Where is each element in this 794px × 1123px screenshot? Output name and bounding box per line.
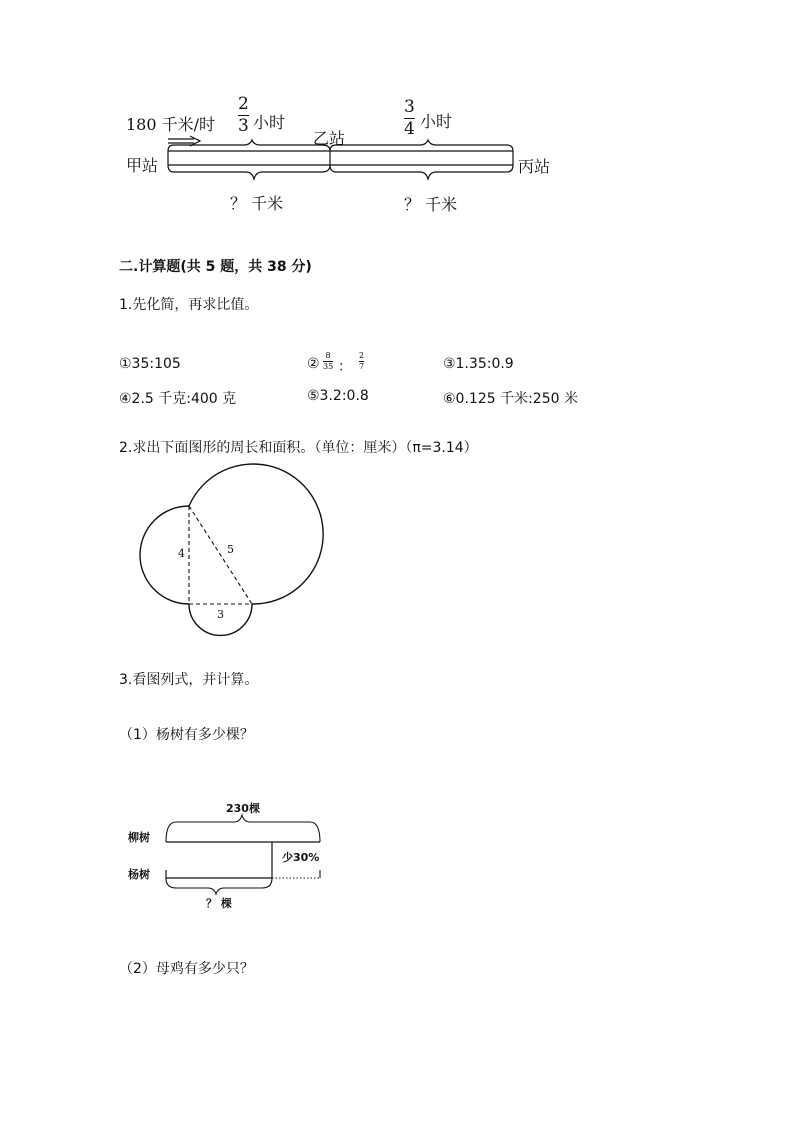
ratio-item-5: ⑤3.2:0.8 [307,388,369,404]
distance-question-2: ？ 千米 [404,195,458,214]
question-3-text: 3.看图列式，并计算。 [119,672,259,688]
triangle-side-5 [189,506,252,604]
ratio-item-4: ④2.5 千克:400 克 [119,391,237,407]
station-diagram-lines [0,0,794,240]
ratio-item-3: ③1.35:0.9 [443,356,514,372]
brace-bottom-right [330,165,513,179]
fraction-denominator: 7 [359,362,365,371]
poplar-label: 杨树 [128,868,150,881]
question-3-sub-1: （1）杨树有多少棵？ [119,727,254,743]
station-c-label: 丙站 [518,157,551,176]
willow-label: 柳树 [128,831,150,844]
brace-bottom-left [168,165,330,179]
time-fraction-2-numerator: 3 [404,97,415,117]
ratio-item-2-fraction-1 [323,352,333,371]
ratio-item-2-separator: ： [338,359,352,375]
ratio-item-2-fraction-2 [359,352,364,371]
speed-label: 180 千米/时 [126,115,216,134]
station-a-label: 甲站 [126,156,159,175]
willow-brace [166,815,320,842]
side-label-3: 3 [217,608,224,621]
tree-diagram-lines [0,800,794,920]
ratio-item-2-prefix: ② [307,356,320,372]
poplar-bar [166,842,272,878]
side-label-4: 4 [178,547,185,560]
time-fraction-1-denominator: 3 [238,116,249,136]
ratio-item-6: ⑥0.125 千米:250 米 [443,391,578,407]
brace-top-right [330,140,513,151]
question-2-text: 2.求出下面图形的周长和面积。（单位：厘米）（π=3.14） [119,440,478,456]
distance-question-1: ？ 千米 [230,194,284,213]
ratio-item-1: ①35:105 [119,356,181,372]
time-fraction-2-denominator: 4 [404,119,415,139]
question-3-sub-2: （2）母鸡有多少只？ [119,961,254,977]
poplar-brace [166,878,272,894]
poplar-question-label: ？ 棵 [206,897,232,910]
total-label: 230棵 [226,802,260,815]
time-unit-1: 小时 [253,113,286,132]
time-unit-2: 小时 [420,112,453,131]
brace-top-left [168,140,330,151]
station-b-label: 乙站 [313,129,346,148]
fraction-denominator: 35 [323,362,334,371]
fraction-numerator: 2 [359,351,365,360]
time-fraction-1-numerator: 2 [238,94,249,114]
circle-figure-drawing [0,480,794,680]
track-line [168,151,513,165]
circle-arc-right [189,464,323,604]
fraction-numerator: 8 [325,351,331,360]
section-title: 二.计算题(共 5 题，共 38 分) [119,259,312,275]
less-percent-label: 少30% [282,851,320,864]
side-label-5: 5 [227,543,234,556]
question-1-text: 1.先化简，再求比值。 [119,297,259,313]
